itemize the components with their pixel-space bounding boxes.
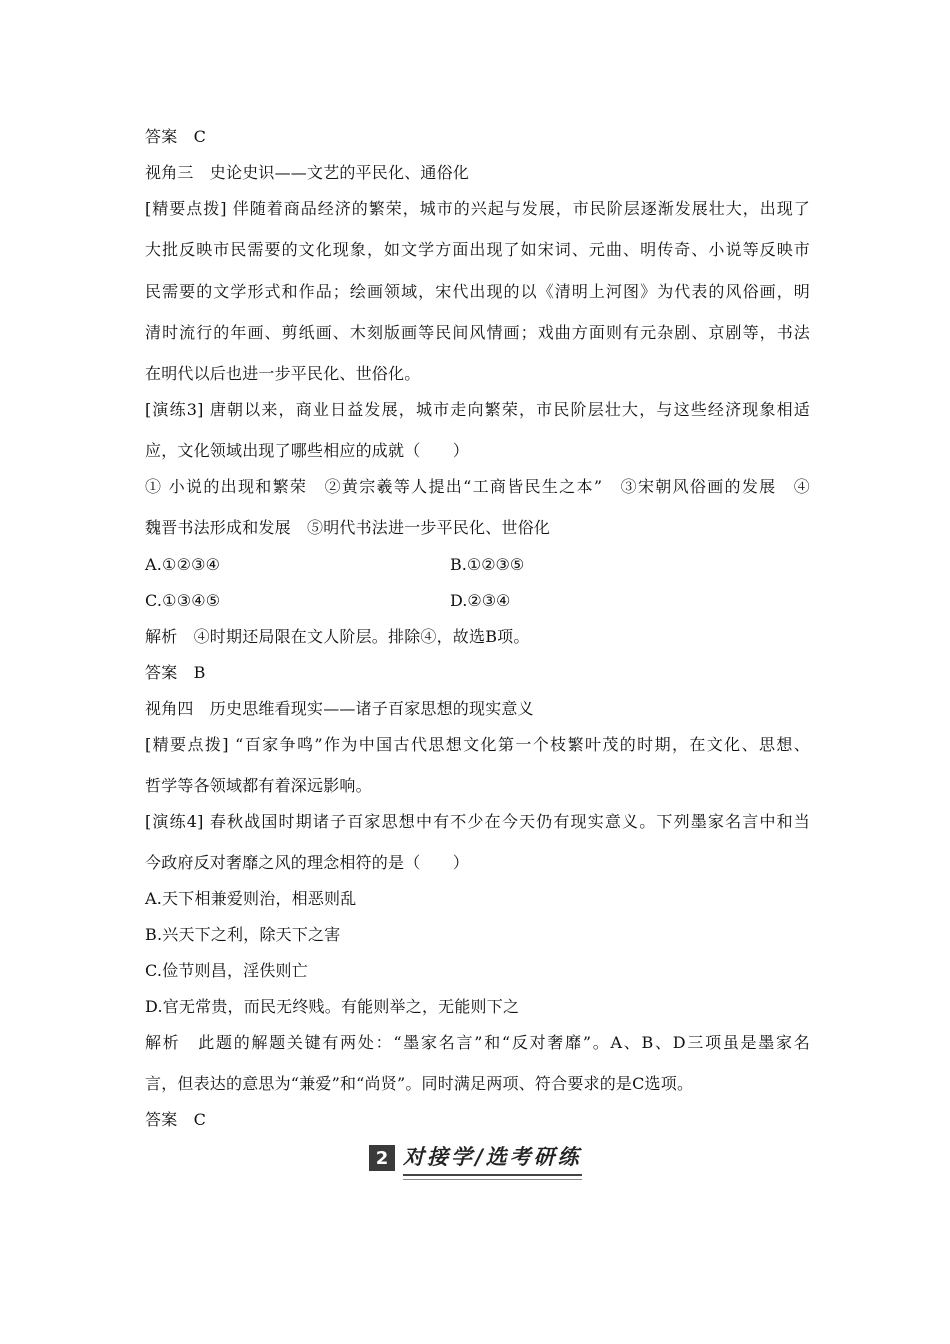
analysis-3: 解析 ④时期还局限在文人阶层。排除④，故选B项。 bbox=[145, 627, 530, 646]
key-point-4-line-2: 哲学等各领域都有着深远影响。 bbox=[145, 776, 372, 795]
section-number-badge: 2 bbox=[369, 1145, 395, 1171]
key-point-line-2: 大批反映市民需要的文化现象，如文学方面出现了如宋词、元曲、明传奇、小说等反映市 bbox=[145, 240, 810, 259]
answer-4: 答案 C bbox=[145, 1110, 207, 1129]
exercise-3-items-line-1: ① 小说的出现和繁荣 ②黄宗羲等人提出“工商皆民生之本” ③宋朝风俗画的发展 ④ bbox=[145, 477, 810, 496]
exercise-3-option-d: D.②③④ bbox=[450, 591, 511, 610]
exercise-4-line-1: [演练4] 春秋战国时期诸子百家思想中有不少在今天仍有现实意义。下列墨家名言中和当 bbox=[145, 812, 810, 831]
exercise-4-option-c: C.俭节则昌，淫佚则亡 bbox=[145, 961, 308, 980]
key-point-4-line-1: [精要点拨] “百家争鸣”作为中国古代思想文化第一个枝繁叶茂的时期，在文化、思想、 bbox=[145, 735, 810, 754]
answer-1: 答案 C bbox=[145, 127, 207, 146]
section-banner-title: 对接学/选考研练 bbox=[403, 1141, 582, 1176]
analysis-4-line-1: 解析 此题的解题关键有两处：“墨家名言”和“反对奢靡”。A、B、D三项虽是墨家名 bbox=[145, 1033, 810, 1052]
key-point-line-5: 在明代以后也进一步平民化、世俗化。 bbox=[145, 364, 421, 383]
exercise-4-line-2: 今政府反对奢靡之风的理念相符的是（ ） bbox=[145, 853, 470, 872]
key-point-line-3: 民需要的文学形式和作品；绘画领域，宋代出现的以《清明上河图》为代表的风俗画，明 bbox=[145, 282, 810, 301]
exercise-3-option-b: B.①②③⑤ bbox=[450, 555, 525, 574]
section-heading-4: 视角四 历史思维看现实——诸子百家思想的现实意义 bbox=[145, 699, 534, 718]
answer-3: 答案 B bbox=[145, 663, 206, 682]
analysis-4-line-2: 言，但表达的意思为“兼爱”和“尚贤”。同时满足两项、符合要求的是C选项。 bbox=[145, 1074, 694, 1093]
section-banner bbox=[369, 1143, 583, 1173]
key-point-line-1: [精要点拨] 伴随着商品经济的繁荣，城市的兴起与发展，市民阶层逐渐发展壮大，出现了 bbox=[145, 199, 810, 218]
exercise-3-option-a: A.①②③④ bbox=[145, 555, 221, 574]
exercise-3-option-c: C.①③④⑤ bbox=[145, 591, 221, 610]
exercise-3-line-1: [演练3] 唐朝以来，商业日益发展，城市走向繁荣，市民阶层壮大，与这些经济现象相适 bbox=[145, 400, 810, 419]
exercise-3-items-line-2: 魏晋书法形成和发展 ⑤明代书法进一步平民化、世俗化 bbox=[145, 518, 551, 537]
exercise-3-line-2: 应，文化领域出现了哪些相应的成就（ ） bbox=[145, 441, 470, 460]
exercise-4-option-b: B.兴天下之利，除天下之害 bbox=[145, 925, 341, 944]
exercise-4-option-a: A.天下相兼爱则治，相恶则乱 bbox=[145, 889, 357, 908]
key-point-line-4: 清时流行的年画、剪纸画、木刻版画等民间风情画；戏曲方面则有元杂剧、京剧等，书法 bbox=[145, 323, 810, 342]
section-heading-3: 视角三 史论史识——文艺的平民化、通俗化 bbox=[145, 163, 470, 182]
exercise-4-option-d: D.官无常贵，而民无终贱。有能则举之，无能则下之 bbox=[145, 997, 520, 1016]
